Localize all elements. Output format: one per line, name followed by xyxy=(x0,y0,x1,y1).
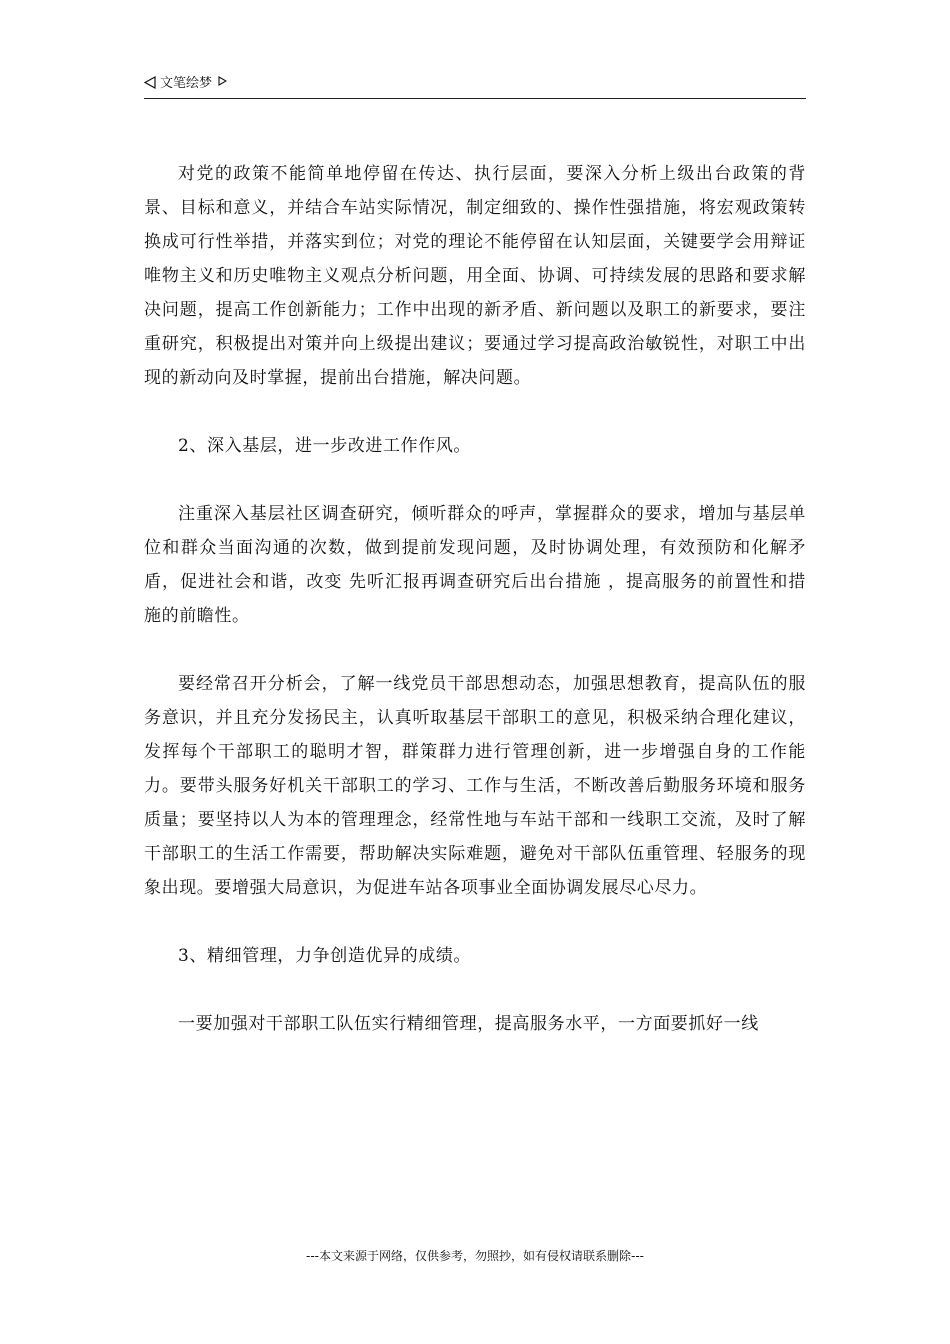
section-heading-2: 2、深入基层，进一步改进工作作风。 xyxy=(178,436,472,456)
paragraph-analysis-meetings: 要经常召开分析会，了解一线党员干部思想动态，加强思想教育，提高队伍的服务意识，并且充分发扬民主，认真听取基层干部职工的意见，积极采纳合理化建议，发挥每个干部职工的聪明才智，群策群力进行管理创新，进一步增强自身的工作能力。要带头服务好机关干部职工的学习、工作与生活，不断改善后勤服务环境和服务质量；要坚持以人为本的管理理念，经常性地与车站干部和一线职工交流，及时了解干部职工的生活工作需要，帮助解决实际难题，避免对干部队伍重管理、轻服务的现象出现。要增强大局意识，为促进车站各项事业全面协调发展尽心尽力。 xyxy=(144,674,806,898)
paragraph-fine-management: 一要加强对干部职工队伍实行精细管理，提高服务水平，一方面要抓好一线 xyxy=(178,1014,759,1034)
section-heading-3: 3、精细管理，力争创造优异的成绩。 xyxy=(178,946,472,966)
triangle-left-icon xyxy=(144,76,156,89)
header-brand-text: 文笔绘梦 xyxy=(160,76,213,91)
paragraph-policy-study: 对党的政策不能简单地停留在传达、执行层面，要深入分析上级出台政策的背景、目标和意义，并结合车站实际情况，制定细致的、操作性强措施，将宏观政策转换成可行性举措，并落实到位；对党的理论不能停留在认知层面，关键要学会用辩证唯物主义和历史唯物主义观点分析问题，用全面、协调、可持续发展的思路和要求解决问题，提高工作创新能力；工作中出现的新矛盾、新问题以及职工的新要求，要注重研究，积极提出对策并向上级提出建议；要通过学习提高政治敏锐性，对职工中出现的新动向及时掌握，提前出台措施，解决问题。 xyxy=(144,164,806,388)
page-header xyxy=(144,72,806,99)
document-body xyxy=(144,157,806,1041)
paragraph-grassroots-research: 注重深入基层社区调查研究，倾听群众的呼声，掌握群众的要求，增加与基层单位和群众当面沟通的次数，做到提前发现问题，及时协调处理，有效预防和化解矛盾，促进社会和谐，改变 先听汇报再调查研究后出台措施 ，提高服务的前置性和措施的前瞻性。 xyxy=(144,504,806,626)
triangle-right-icon xyxy=(218,76,227,86)
header-brand xyxy=(144,76,227,92)
footer-disclaimer: ---本文来源于网络，仅供参考，勿照抄，如有侵权请联系删除--- xyxy=(306,1249,644,1263)
